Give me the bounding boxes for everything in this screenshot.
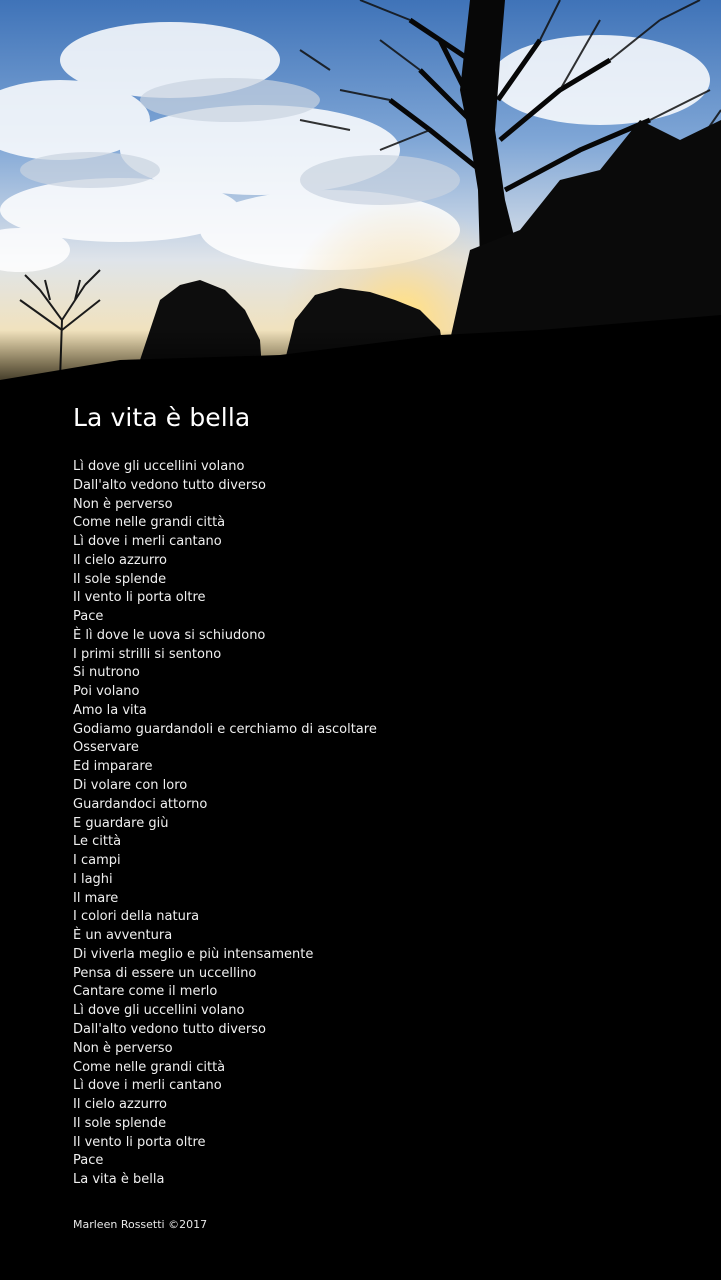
poem-line: Il mare xyxy=(73,890,119,906)
poem-line: Poi volano xyxy=(73,684,140,700)
poem-line: Ed imparare xyxy=(73,759,153,775)
poem-line: La vita è bella xyxy=(73,1172,165,1188)
poem-line: È un avventura xyxy=(73,928,173,944)
poem-line: E guardare giù xyxy=(73,815,169,831)
poem-line: Amo la vita xyxy=(73,702,147,718)
poem-line: Dall'alto vedono tutto diverso xyxy=(73,1021,267,1037)
poem-line: Non è perverso xyxy=(73,1040,173,1056)
poem-line: Come nelle grandi città xyxy=(73,1059,226,1075)
poem-title: La vita è bella xyxy=(73,403,251,432)
poem-line: Il sole splende xyxy=(73,1115,167,1131)
poem-line: Si nutrono xyxy=(73,665,140,681)
poem-line: Dall'alto vedono tutto diverso xyxy=(73,477,267,493)
poem-line: Cantare come il merlo xyxy=(73,984,218,1000)
poem-line: Di volare con loro xyxy=(73,778,188,794)
poem-line: I colori della natura xyxy=(73,909,200,925)
author-credit: Marleen Rossetti ©2017 xyxy=(73,1218,208,1231)
poem-line: È lì dove le uova si schiudono xyxy=(73,627,266,643)
sunset-tree-photo xyxy=(0,0,721,400)
poem-line: I primi strilli si sentono xyxy=(73,646,222,662)
poem-text xyxy=(73,458,377,1190)
poem-line: I laghi xyxy=(73,871,113,887)
poem-line: Non è perverso xyxy=(73,496,173,512)
poem-line: Lì dove i merli cantano xyxy=(73,1078,222,1094)
poem-line: Pensa di essere un uccellino xyxy=(73,965,257,981)
poem-line: Il cielo azzurro xyxy=(73,1097,168,1113)
poem-line: I campi xyxy=(73,853,121,869)
poem-line: Il vento li porta oltre xyxy=(73,590,206,606)
poem-line: Pace xyxy=(73,609,104,625)
poem-line: Il sole splende xyxy=(73,571,167,587)
poem-line: Lì dove gli uccellini volano xyxy=(73,1003,245,1019)
poem-line: Pace xyxy=(73,1153,104,1169)
poem-line: Lì dove i merli cantano xyxy=(73,534,222,550)
poem-line: Di viverla meglio e più intensamente xyxy=(73,946,314,962)
poem-line: Lì dove gli uccellini volano xyxy=(73,459,245,474)
poem-line: Le città xyxy=(73,834,122,850)
poem-line: Il vento li porta oltre xyxy=(73,1134,206,1150)
poem-line: Il cielo azzurro xyxy=(73,552,168,568)
poem-line: Godiamo guardandoli e cerchiamo di ascoltare xyxy=(73,721,377,737)
poem-line: Come nelle grandi città xyxy=(73,515,226,531)
poem-line: Osservare xyxy=(73,740,139,756)
poem-line: Guardandoci attorno xyxy=(73,796,208,812)
